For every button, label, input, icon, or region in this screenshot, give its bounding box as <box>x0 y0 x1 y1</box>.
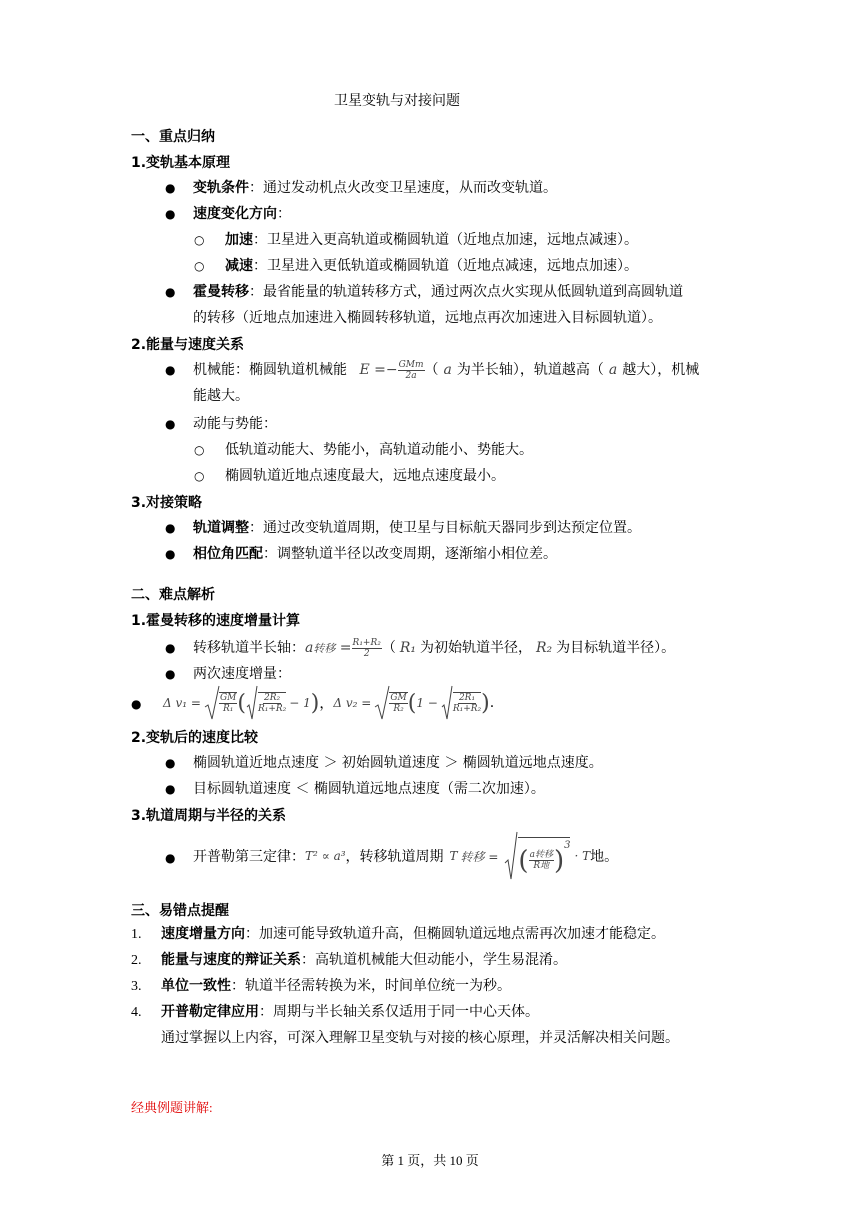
list-item: 变轨条件：通过发动机点火改变卫星速度，从而改变轨道。 <box>193 180 557 196</box>
subsection-heading: 1.变轨基本原理 <box>131 155 231 171</box>
bullet-icon: ● <box>165 756 176 770</box>
subsection-heading: 2.能量与速度关系 <box>131 337 245 353</box>
circle-bullet-icon: ○ <box>194 259 205 273</box>
page-title: 卫星变轨与对接问题 <box>334 93 460 109</box>
list-item: 能量与速度的辩证关系：高轨道机械能大但动能小，学生易混淆。 <box>161 952 567 968</box>
list-item: 速度增量方向：加速可能导致轨道升高，但椭圆轨道远地点需再次加速才能稳定。 <box>161 926 665 942</box>
list-item: 低轨道动能大、势能小，高轨道动能小、势能大。 <box>225 442 533 458</box>
example-label: 经典例题讲解: <box>131 1100 213 1115</box>
bullet-icon: ● <box>165 363 176 377</box>
bullet-icon: ● <box>131 697 142 711</box>
bullet-icon: ● <box>165 417 176 431</box>
list-item: 速度变化方向： <box>193 206 291 222</box>
page-footer: 第 1 页，共 10 页 <box>381 1153 479 1168</box>
list-item: 加速：卫星进入更高轨道或椭圆轨道（近地点加速，远地点减速）。 <box>225 232 638 248</box>
bullet-icon: ● <box>165 851 176 865</box>
velocity-increment-formula: Δ v₁ = $\frac{GM}{\text{R₁}}$ ( $\frac{\text{2R₂}}{\text{R₁+R₂}}$ − 1 ) ， Δ v₂ = $\frac{GM}{\text{R₂}}$ ( 1 − $\frac{\text{2R₁}}{\text{R₁+R₂}}$ ) . <box>163 683 494 723</box>
list-item: 霍曼转移：最省能量的轨道转移方式，通过两次点火实现从低圆轨道到高圆轨道 <box>193 284 683 300</box>
bullet-icon: ● <box>165 782 176 796</box>
list-item: 目标圆轨道速度 ＜ 椭圆轨道远地点速度（需二次加速）。 <box>193 781 545 797</box>
list-item-continuation: 能越大。 <box>193 388 249 404</box>
section-heading-3: 三、易错点提醒 <box>131 903 229 919</box>
list-item: 减速：卫星进入更低轨道或椭圆轨道（近地点减速，远地点加速）。 <box>225 258 638 274</box>
circle-bullet-icon: ○ <box>194 469 205 483</box>
subsection-heading: 1.霍曼转移的速度增量计算 <box>131 613 301 629</box>
list-item: 转移轨道半长轴：a转移 = $\frac{\text{R₁+R₂}}{2}$ （ R₁ 为初始轨道半径， R₂ 为目标轨道半径）。 <box>193 637 676 659</box>
bullet-icon: ● <box>165 667 176 681</box>
list-number: 4. <box>131 1005 142 1020</box>
bullet-icon: ● <box>165 207 176 221</box>
circle-bullet-icon: ○ <box>194 233 205 247</box>
list-item: 轨道调整：通过改变轨道周期，使卫星与目标航天器同步到达预定位置。 <box>193 520 641 536</box>
list-item: 相位角匹配：调整轨道半径以改变周期，逐渐缩小相位差。 <box>193 546 557 562</box>
section-heading-2: 二、难点解析 <box>131 587 215 603</box>
bullet-icon: ● <box>165 641 176 655</box>
list-number: 1. <box>131 927 142 942</box>
list-item: 动能与势能： <box>193 416 277 432</box>
bullet-icon: ● <box>165 547 176 561</box>
list-item-continuation: 的转移（近地点加速进入椭圆转移轨道，远地点再次加速进入目标圆轨道）。 <box>193 310 662 326</box>
bullet-icon: ● <box>165 285 176 299</box>
kepler-law-item: 开普勒第三定律： T² ∝ a³ ，转移轨道周期 T 转移 = ( $\frac{\text{a转移}}{\text{R地}}$ ) 3 · T 地。 <box>193 828 618 884</box>
section-heading-1: 一、重点归纳 <box>131 129 215 145</box>
bullet-icon: ● <box>165 181 176 195</box>
list-number: 3. <box>131 979 142 994</box>
list-item: 椭圆轨道近地点速度 ＞ 初始圆轨道速度 ＞ 椭圆轨道远地点速度。 <box>193 755 603 771</box>
list-item: 单位一致性：轨道半径需转换为米，时间单位统一为秒。 <box>161 978 511 994</box>
list-number: 2. <box>131 953 142 968</box>
list-item: 椭圆轨道近地点速度最大，远地点速度最小。 <box>225 468 505 484</box>
summary-text: 通过掌握以上内容，可深入理解卫星变轨与对接的核心原理，并灵活解决相关问题。 <box>161 1030 679 1046</box>
subsection-heading: 3.对接策略 <box>131 495 203 511</box>
list-item: 开普勒定律应用：周期与半长轴关系仅适用于同一中心天体。 <box>161 1004 539 1020</box>
bullet-icon: ● <box>165 521 176 535</box>
list-item: 机械能：椭圆轨道机械能 E =− $\frac{\text{GMm}}{2a}$ （ a 为半长轴），轨道越高（ a 越大），机械 <box>193 359 700 381</box>
list-item: 两次速度增量： <box>193 666 291 682</box>
subsection-heading: 2.变轨后的速度比较 <box>131 730 259 746</box>
subsection-heading: 3.轨道周期与半径的关系 <box>131 808 287 824</box>
circle-bullet-icon: ○ <box>194 443 205 457</box>
